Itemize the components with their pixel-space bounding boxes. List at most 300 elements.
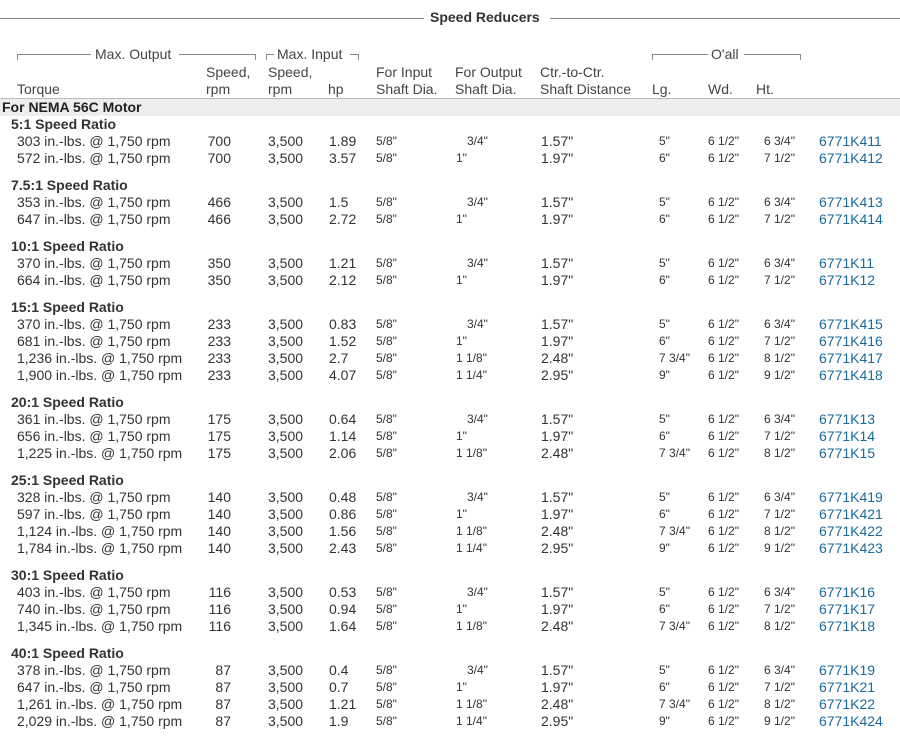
cell-in-speed: 3,500 [268, 506, 304, 522]
cell-ctr: 2.48" [541, 523, 574, 539]
cell-in-speed: 3,500 [268, 316, 304, 332]
cell-ht: 8 1/2" [764, 697, 795, 711]
cell-hp: 1.89 [329, 133, 357, 149]
cell-out-speed: 116 [208, 601, 231, 617]
cell-hp: 0.83 [329, 316, 357, 332]
cell-wd: 6 1/2" [708, 256, 739, 270]
col-header-output-shaft-1: For Output [455, 64, 522, 80]
cell-ctr: 1.97" [541, 506, 574, 522]
cell-lg: 7 3/4" [659, 524, 690, 538]
cell-wd: 6 1/2" [708, 317, 739, 331]
cell-hp: 1.52 [329, 333, 357, 349]
cell-torque: 664 in.-lbs. @ 1,750 rpm [17, 272, 171, 288]
cell-out-speed: 116 [208, 618, 231, 634]
cell-ht: 8 1/2" [764, 524, 795, 538]
cell-lg: 6" [659, 212, 670, 226]
cell-in-dia: 5/8" [376, 334, 397, 348]
cell-in-dia: 5/8" [376, 490, 397, 504]
cell-wd: 6 1/2" [708, 151, 739, 165]
cell-torque: 647 in.-lbs. @ 1,750 rpm [17, 679, 171, 695]
cell-out-speed: 140 [207, 506, 231, 522]
cell-hp: 1.21 [329, 696, 357, 712]
col-header-lg: Lg. [652, 81, 672, 97]
cell-ctr: 2.48" [541, 696, 574, 712]
col-header-torque: Torque [17, 81, 60, 97]
cell-in-dia: 5/8" [376, 317, 397, 331]
cell-torque: 1,261 in.-lbs. @ 1,750 rpm [17, 696, 183, 712]
cell-in-speed: 3,500 [268, 211, 304, 227]
part-number-link[interactable]: 6771K415 [819, 316, 883, 332]
cell-in-speed: 3,500 [268, 679, 304, 695]
cell-in-dia: 5/8" [376, 195, 397, 209]
cell-in-dia: 5/8" [376, 697, 397, 711]
cell-ctr: 1.57" [541, 194, 574, 210]
cell-out-dia: 1 1/8" [456, 446, 487, 460]
cell-in-speed: 3,500 [268, 367, 304, 383]
cell-out-dia: 1" [456, 151, 467, 165]
cell-wd: 6 1/2" [708, 524, 739, 538]
part-number-link[interactable]: 6771K418 [819, 367, 883, 383]
group-rule [350, 54, 358, 55]
cell-torque: 353 in.-lbs. @ 1,750 rpm [17, 194, 171, 210]
cell-out-dia: 1 1/8" [456, 351, 487, 365]
cell-in-speed: 3,500 [268, 255, 304, 271]
cell-in-dia: 5/8" [376, 541, 397, 555]
cell-torque: 1,225 in.-lbs. @ 1,750 rpm [17, 445, 183, 461]
group-oall-label: O'all [711, 46, 739, 62]
cell-out-speed: 175 [207, 411, 231, 427]
part-number-link[interactable]: 6771K419 [819, 489, 883, 505]
cell-hp: 3.57 [329, 150, 357, 166]
cell-in-speed: 3,500 [268, 194, 304, 210]
cell-ctr: 2.48" [541, 445, 574, 461]
cell-hp: 1.21 [329, 255, 357, 271]
group-max-output-label: Max. Output [95, 46, 172, 62]
cell-ht: 7 1/2" [764, 429, 795, 443]
cell-torque: 403 in.-lbs. @ 1,750 rpm [17, 584, 171, 600]
cell-in-dia: 5/8" [376, 602, 397, 616]
cell-hp: 1.14 [329, 428, 357, 444]
cell-ctr: 1.57" [541, 584, 574, 600]
ratio-heading: 15:1 Speed Ratio [11, 299, 124, 315]
cell-ctr: 1.97" [541, 150, 574, 166]
cell-out-speed: 350 [207, 255, 231, 271]
cell-ht: 6 3/4" [764, 585, 795, 599]
cell-in-speed: 3,500 [268, 411, 304, 427]
cell-lg: 7 3/4" [659, 619, 690, 633]
cell-in-speed: 3,500 [268, 445, 304, 461]
part-number-link[interactable]: 6771K18 [819, 618, 876, 634]
section-title: For NEMA 56C Motor [2, 99, 142, 115]
cell-in-speed: 3,500 [268, 523, 304, 539]
cell-out-speed: 140 [207, 523, 231, 539]
cell-lg: 6" [659, 273, 670, 287]
cell-ht: 6 3/4" [764, 663, 795, 677]
cell-out-dia: 3/4" [467, 317, 488, 331]
cell-out-dia: 3/4" [467, 490, 488, 504]
cell-ctr: 1.97" [541, 333, 574, 349]
col-header-hp: hp [328, 81, 344, 97]
cell-hp: 2.7 [329, 350, 349, 366]
cell-in-dia: 5/8" [376, 714, 397, 728]
col-header-ht: Ht. [756, 81, 774, 97]
cell-ctr: 1.57" [541, 411, 574, 427]
cell-wd: 6 1/2" [708, 602, 739, 616]
cell-lg: 5" [659, 663, 670, 677]
cell-torque: 370 in.-lbs. @ 1,750 rpm [17, 316, 171, 332]
cell-in-dia: 5/8" [376, 412, 397, 426]
group-rule [179, 54, 255, 55]
cell-hp: 0.94 [329, 601, 357, 617]
cell-ctr: 1.97" [541, 211, 574, 227]
cell-torque: 656 in.-lbs. @ 1,750 rpm [17, 428, 171, 444]
group-tick [358, 54, 359, 60]
cell-out-speed: 233 [207, 350, 231, 366]
col-header-ctr-2: Shaft Distance [540, 81, 632, 97]
cell-in-dia: 5/8" [376, 151, 397, 165]
group-max-output [17, 46, 255, 60]
cell-out-dia: 3/4" [467, 256, 488, 270]
cell-ctr: 2.48" [541, 618, 574, 634]
cell-lg: 7 3/4" [659, 351, 690, 365]
cell-wd: 6 1/2" [708, 134, 739, 148]
col-header-in-speed-1: Speed, [268, 64, 313, 80]
cell-torque: 1,124 in.-lbs. @ 1,750 rpm [17, 523, 183, 539]
cell-torque: 1,784 in.-lbs. @ 1,750 rpm [17, 540, 183, 556]
cell-out-dia: 1" [456, 334, 467, 348]
cell-in-dia: 5/8" [376, 351, 397, 365]
cell-ht: 8 1/2" [764, 619, 795, 633]
cell-in-dia: 5/8" [376, 273, 397, 287]
cell-hp: 2.72 [329, 211, 357, 227]
part-number-link[interactable]: 6771K11 [819, 255, 875, 271]
col-header-wd: Wd. [708, 81, 733, 97]
cell-out-dia: 3/4" [467, 412, 488, 426]
cell-lg: 7 3/4" [659, 697, 690, 711]
cell-ht: 8 1/2" [764, 351, 795, 365]
part-number-link[interactable]: 6771K19 [819, 662, 876, 678]
part-number-link[interactable]: 6771K422 [819, 523, 883, 539]
cell-out-speed: 175 [207, 445, 231, 461]
cell-in-speed: 3,500 [268, 428, 304, 444]
cell-out-speed: 175 [207, 428, 231, 444]
cell-torque: 681 in.-lbs. @ 1,750 rpm [17, 333, 171, 349]
ratio-heading: 40:1 Speed Ratio [11, 645, 124, 661]
cell-ht: 6 3/4" [764, 256, 795, 270]
group-max-input-label: Max. Input [277, 46, 343, 62]
cell-torque: 1,900 in.-lbs. @ 1,750 rpm [17, 367, 183, 383]
cell-out-speed: 233 [207, 333, 231, 349]
cell-out-dia: 3/4" [467, 585, 488, 599]
cell-out-dia: 1 1/4" [456, 541, 487, 555]
cell-lg: 5" [659, 134, 670, 148]
group-rule [744, 54, 800, 55]
cell-ctr: 1.57" [541, 316, 574, 332]
col-header-output-shaft-2: Shaft Dia. [455, 81, 517, 97]
cell-lg: 5" [659, 585, 670, 599]
cell-in-dia: 5/8" [376, 368, 397, 382]
part-number-link[interactable]: 6771K421 [819, 506, 883, 522]
cell-out-speed: 87 [215, 696, 231, 712]
cell-wd: 6 1/2" [708, 507, 739, 521]
cell-wd: 6 1/2" [708, 368, 739, 382]
cell-in-dia: 5/8" [376, 429, 397, 443]
cell-lg: 9" [659, 368, 670, 382]
cell-out-dia: 1" [456, 273, 467, 287]
cell-out-dia: 1" [456, 507, 467, 521]
part-number-link[interactable]: 6771K13 [819, 411, 876, 427]
cell-torque: 378 in.-lbs. @ 1,750 rpm [17, 662, 171, 678]
cell-lg: 6" [659, 429, 670, 443]
cell-lg: 5" [659, 195, 670, 209]
cell-in-speed: 3,500 [268, 696, 304, 712]
cell-lg: 9" [659, 541, 670, 555]
cell-lg: 5" [659, 256, 670, 270]
cell-in-dia: 5/8" [376, 134, 397, 148]
cell-in-speed: 3,500 [268, 713, 304, 729]
cell-ctr: 1.57" [541, 489, 574, 505]
cell-out-speed: 350 [207, 272, 231, 288]
cell-ht: 7 1/2" [764, 151, 795, 165]
ratio-heading: 25:1 Speed Ratio [11, 472, 124, 488]
cell-in-dia: 5/8" [376, 619, 397, 633]
cell-out-speed: 700 [207, 150, 231, 166]
col-header-input-shaft-1: For Input [376, 64, 433, 80]
table-title-row [0, 9, 900, 27]
cell-out-speed: 140 [207, 540, 231, 556]
cell-wd: 6 1/2" [708, 273, 739, 287]
cell-out-speed: 140 [207, 489, 231, 505]
group-rule [266, 54, 274, 55]
cell-hp: 1.5 [329, 194, 349, 210]
cell-out-speed: 700 [207, 133, 231, 149]
ratio-heading: 20:1 Speed Ratio [11, 394, 124, 410]
cell-in-speed: 3,500 [268, 584, 304, 600]
cell-ht: 9 1/2" [764, 714, 795, 728]
cell-hp: 1.9 [329, 713, 349, 729]
cell-out-speed: 116 [208, 584, 231, 600]
cell-out-dia: 1 1/8" [456, 697, 487, 711]
cell-in-speed: 3,500 [268, 150, 304, 166]
cell-lg: 6" [659, 151, 670, 165]
section-band [0, 98, 900, 116]
group-tick [800, 54, 801, 60]
cell-ht: 9 1/2" [764, 541, 795, 555]
group-rule [17, 54, 91, 55]
cell-lg: 6" [659, 334, 670, 348]
cell-hp: 2.43 [329, 540, 357, 556]
cell-in-speed: 3,500 [268, 601, 304, 617]
col-header-ctr-1: Ctr.-to-Ctr. [540, 64, 605, 80]
group-tick [255, 54, 256, 60]
col-header-out-speed-2: rpm [206, 81, 231, 97]
cell-hp: 1.64 [329, 618, 357, 634]
cell-ht: 7 1/2" [764, 334, 795, 348]
cell-out-speed: 233 [207, 316, 231, 332]
cell-in-dia: 5/8" [376, 256, 397, 270]
cell-wd: 6 1/2" [708, 195, 739, 209]
cell-wd: 6 1/2" [708, 490, 739, 504]
cell-hp: 4.07 [329, 367, 357, 383]
cell-ctr: 2.95" [541, 540, 574, 556]
cell-ht: 7 1/2" [764, 507, 795, 521]
cell-ht: 7 1/2" [764, 602, 795, 616]
cell-ctr: 2.48" [541, 350, 574, 366]
cell-out-dia: 1 1/4" [456, 368, 487, 382]
col-header-input-shaft-2: Shaft Dia. [376, 81, 438, 97]
cell-out-dia: 3/4" [467, 134, 488, 148]
cell-in-speed: 3,500 [268, 133, 304, 149]
part-number-link[interactable]: 6771K22 [819, 696, 876, 712]
cell-ctr: 1.57" [541, 133, 574, 149]
cell-ctr: 1.57" [541, 255, 574, 271]
part-number-link[interactable]: 6771K21 [819, 679, 876, 695]
cell-out-dia: 1" [456, 602, 467, 616]
cell-out-speed: 466 [207, 211, 231, 227]
cell-in-dia: 5/8" [376, 663, 397, 677]
ratio-heading: 10:1 Speed Ratio [11, 238, 124, 254]
cell-wd: 6 1/2" [708, 429, 739, 443]
cell-wd: 6 1/2" [708, 697, 739, 711]
part-number-link[interactable]: 6771K413 [819, 194, 883, 210]
cell-torque: 740 in.-lbs. @ 1,750 rpm [17, 601, 171, 617]
cell-ht: 8 1/2" [764, 446, 795, 460]
cell-out-dia: 1" [456, 212, 467, 226]
cell-wd: 6 1/2" [708, 334, 739, 348]
cell-out-dia: 1 1/8" [456, 619, 487, 633]
cell-lg: 6" [659, 507, 670, 521]
part-number-link[interactable]: 6771K15 [819, 445, 876, 461]
group-oall [652, 46, 800, 60]
part-number-link[interactable]: 6771K416 [819, 333, 883, 349]
cell-in-speed: 3,500 [268, 350, 304, 366]
cell-in-dia: 5/8" [376, 507, 397, 521]
cell-torque: 1,236 in.-lbs. @ 1,750 rpm [17, 350, 183, 366]
cell-ctr: 1.97" [541, 428, 574, 444]
cell-lg: 5" [659, 317, 670, 331]
cell-out-dia: 1 1/4" [456, 714, 487, 728]
cell-ctr: 1.97" [541, 272, 574, 288]
cell-ht: 6 3/4" [764, 134, 795, 148]
cell-wd: 6 1/2" [708, 619, 739, 633]
cell-ctr: 1.57" [541, 662, 574, 678]
group-rule [652, 54, 708, 55]
cell-wd: 6 1/2" [708, 212, 739, 226]
cell-out-dia: 1" [456, 429, 467, 443]
col-header-out-speed-1: Speed, [206, 64, 251, 80]
cell-in-speed: 3,500 [268, 540, 304, 556]
cell-lg: 7 3/4" [659, 446, 690, 460]
ratio-heading: 7.5:1 Speed Ratio [11, 177, 128, 193]
title-rule-left [0, 18, 424, 19]
title-rule-right [550, 18, 900, 19]
cell-in-dia: 5/8" [376, 446, 397, 460]
cell-torque: 597 in.-lbs. @ 1,750 rpm [17, 506, 171, 522]
cell-out-speed: 87 [215, 713, 231, 729]
cell-hp: 2.12 [329, 272, 357, 288]
cell-ht: 6 3/4" [764, 317, 795, 331]
cell-torque: 303 in.-lbs. @ 1,750 rpm [17, 133, 171, 149]
cell-in-speed: 3,500 [268, 662, 304, 678]
cell-out-speed: 87 [215, 679, 231, 695]
cell-wd: 6 1/2" [708, 585, 739, 599]
part-number-link[interactable]: 6771K417 [819, 350, 883, 366]
cell-hp: 0.64 [329, 411, 357, 427]
cell-torque: 647 in.-lbs. @ 1,750 rpm [17, 211, 171, 227]
cell-ctr: 2.95" [541, 367, 574, 383]
cell-lg: 6" [659, 602, 670, 616]
cell-hp: 0.7 [329, 679, 349, 695]
cell-out-speed: 466 [207, 194, 231, 210]
cell-wd: 6 1/2" [708, 541, 739, 555]
cell-out-dia: 1" [456, 680, 467, 694]
part-number-link[interactable]: 6771K17 [819, 601, 876, 617]
part-number-link[interactable]: 6771K12 [819, 272, 876, 288]
cell-ht: 6 3/4" [764, 490, 795, 504]
part-number-link[interactable]: 6771K16 [819, 584, 876, 600]
cell-ht: 7 1/2" [764, 273, 795, 287]
cell-wd: 6 1/2" [708, 351, 739, 365]
cell-ht: 7 1/2" [764, 212, 795, 226]
cell-out-speed: 87 [215, 662, 231, 678]
cell-lg: 5" [659, 412, 670, 426]
cell-hp: 0.4 [329, 662, 349, 678]
cell-in-speed: 3,500 [268, 272, 304, 288]
cell-wd: 6 1/2" [708, 412, 739, 426]
cell-lg: 9" [659, 714, 670, 728]
page-title: Speed Reducers [430, 9, 540, 25]
ratio-heading: 30:1 Speed Ratio [11, 567, 124, 583]
cell-in-dia: 5/8" [376, 680, 397, 694]
cell-out-dia: 1 1/8" [456, 524, 487, 538]
cell-hp: 1.56 [329, 523, 357, 539]
cell-hp: 0.86 [329, 506, 357, 522]
cell-lg: 6" [659, 680, 670, 694]
cell-torque: 572 in.-lbs. @ 1,750 rpm [17, 150, 171, 166]
cell-ht: 6 3/4" [764, 412, 795, 426]
part-number-link[interactable]: 6771K411 [819, 133, 882, 149]
cell-wd: 6 1/2" [708, 663, 739, 677]
cell-torque: 370 in.-lbs. @ 1,750 rpm [17, 255, 171, 271]
ratio-heading: 5:1 Speed Ratio [11, 116, 117, 132]
cell-ctr: 1.97" [541, 679, 574, 695]
cell-wd: 6 1/2" [708, 446, 739, 460]
part-number-link[interactable]: 6771K414 [819, 211, 883, 227]
part-number-link[interactable]: 6771K14 [819, 428, 876, 444]
cell-in-dia: 5/8" [376, 524, 397, 538]
cell-hp: 0.48 [329, 489, 357, 505]
cell-wd: 6 1/2" [708, 680, 739, 694]
cell-hp: 0.53 [329, 584, 357, 600]
cell-ctr: 1.97" [541, 601, 574, 617]
cell-torque: 361 in.-lbs. @ 1,750 rpm [17, 411, 171, 427]
cell-in-speed: 3,500 [268, 489, 304, 505]
cell-out-dia: 3/4" [467, 195, 488, 209]
cell-lg: 5" [659, 490, 670, 504]
cell-in-speed: 3,500 [268, 333, 304, 349]
part-number-link[interactable]: 6771K412 [819, 150, 883, 166]
cell-ht: 9 1/2" [764, 368, 795, 382]
part-number-link[interactable]: 6771K423 [819, 540, 883, 556]
part-number-link[interactable]: 6771K424 [819, 713, 883, 729]
cell-ctr: 2.95" [541, 713, 574, 729]
cell-hp: 2.06 [329, 445, 357, 461]
cell-in-dia: 5/8" [376, 212, 397, 226]
cell-wd: 6 1/2" [708, 714, 739, 728]
cell-ht: 6 3/4" [764, 195, 795, 209]
cell-in-speed: 3,500 [268, 618, 304, 634]
cell-torque: 1,345 in.-lbs. @ 1,750 rpm [17, 618, 183, 634]
